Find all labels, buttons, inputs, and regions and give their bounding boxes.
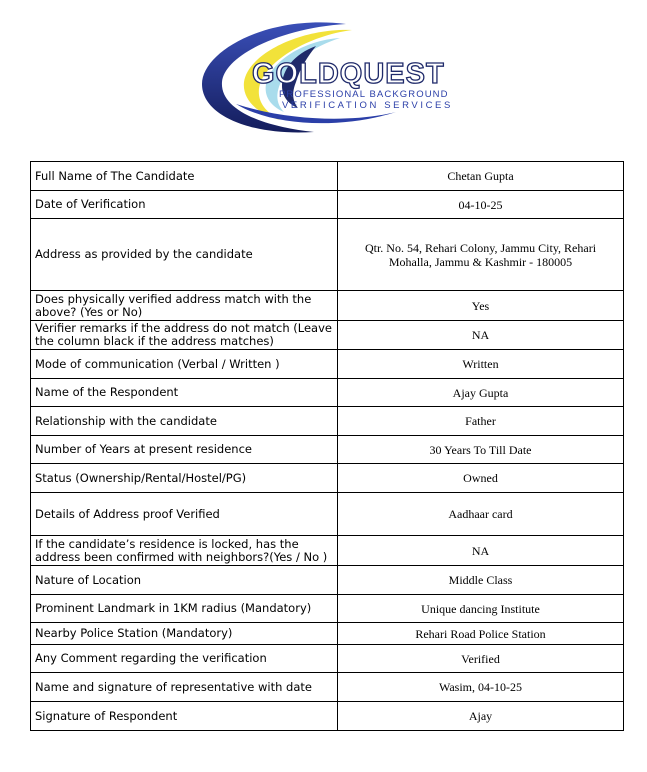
- row-value: NA: [338, 536, 624, 566]
- row-label: Nature of Location: [31, 566, 338, 595]
- row-label: Name and signature of representative with date: [31, 673, 338, 702]
- table-row: [31, 595, 624, 623]
- table-row: [31, 702, 624, 731]
- row-label: Any Comment regarding the verification: [31, 645, 338, 673]
- row-label: If the candidate’s residence is locked, has the address been confirmed with neighbors?(Yes / No ): [31, 536, 338, 566]
- logo-text: [252, 60, 453, 111]
- table-row: [31, 464, 624, 493]
- row-label: Details of Address proof Verified: [31, 493, 338, 536]
- row-label: Date of Verification: [31, 191, 338, 219]
- table-row: [31, 291, 624, 321]
- row-value: Yes: [338, 291, 624, 321]
- table-row: [31, 623, 624, 645]
- table-row: [31, 191, 624, 219]
- row-value: Owned: [338, 464, 624, 493]
- row-label: Does physically verified address match with the above? (Yes or No): [31, 291, 338, 321]
- row-label: Prominent Landmark in 1KM radius (Mandatory): [31, 595, 338, 623]
- row-label: Name of the Respondent: [31, 379, 338, 407]
- row-value: Middle Class: [338, 566, 624, 595]
- row-label: Number of Years at present residence: [31, 436, 338, 464]
- row-label: Address as provided by the candidate: [31, 219, 338, 291]
- logo-tagline-1: PROFESSIONAL BACKGROUND: [279, 89, 449, 100]
- row-value: Father: [338, 407, 624, 436]
- table-row: [31, 379, 624, 407]
- row-value: Wasim, 04-10-25: [338, 673, 624, 702]
- row-value: Rehari Road Police Station: [338, 623, 624, 645]
- row-label: Full Name of The Candidate: [31, 162, 338, 191]
- table-row: [31, 350, 624, 379]
- row-label: Relationship with the candidate: [31, 407, 338, 436]
- logo-brand: GOLDQUEST: [252, 58, 445, 90]
- row-value: 30 Years To Till Date: [338, 436, 624, 464]
- company-logo: [196, 20, 466, 138]
- table-row: [31, 645, 624, 673]
- row-value: NA: [338, 321, 624, 350]
- row-value: Ajay Gupta: [338, 379, 624, 407]
- table-row: [31, 407, 624, 436]
- row-value: Written: [338, 350, 624, 379]
- row-label: Status (Ownership/Rental/Hostel/PG): [31, 464, 338, 493]
- table-row: [31, 673, 624, 702]
- row-label: Signature of Respondent: [31, 702, 338, 731]
- row-value: Ajay: [338, 702, 624, 731]
- table-row: [31, 219, 624, 291]
- table-row: [31, 321, 624, 350]
- table-row: [31, 566, 624, 595]
- row-label: Verifier remarks if the address do not match (Leave the column black if the address matches): [31, 321, 338, 350]
- row-label: Mode of communication (Verbal / Written ): [31, 350, 338, 379]
- table-row: [31, 162, 624, 191]
- row-label: Nearby Police Station (Mandatory): [31, 623, 338, 645]
- row-value: Unique dancing Institute: [338, 595, 624, 623]
- row-value: Verified: [338, 645, 624, 673]
- row-value: Aadhaar card: [338, 493, 624, 536]
- verification-form-table: [30, 161, 624, 731]
- table-row: [31, 436, 624, 464]
- row-value: Chetan Gupta: [338, 162, 624, 191]
- row-value: Qtr. No. 54, Rehari Colony, Jammu City, Rehari Mohalla, Jammu & Kashmir - 180005: [338, 219, 624, 291]
- table-row: [31, 536, 624, 566]
- table-row: [31, 493, 624, 536]
- row-value: 04-10-25: [338, 191, 624, 219]
- logo-tagline-2: VERIFICATION SERVICES: [282, 100, 453, 111]
